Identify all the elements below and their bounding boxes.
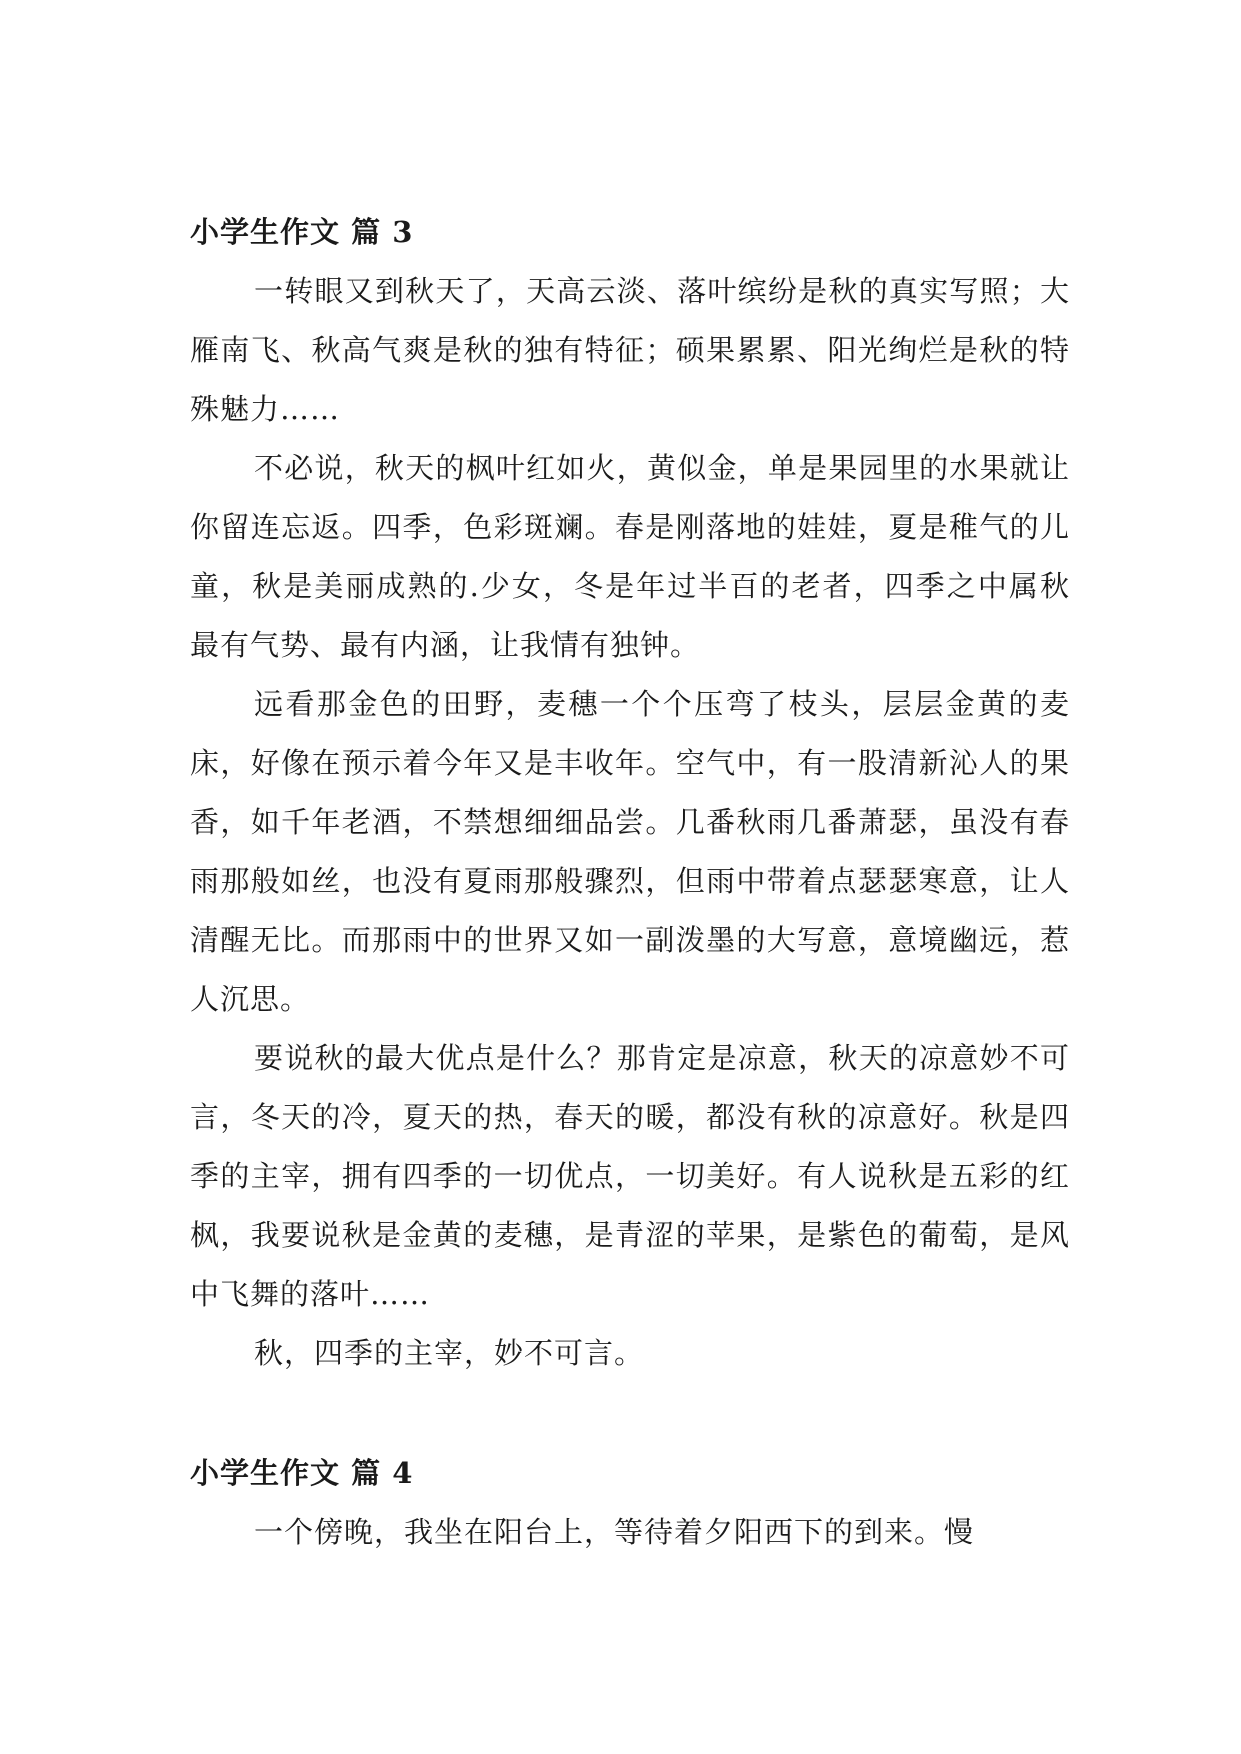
paragraph: 远看那金色的田野，麦穗一个个压弯了枝头，层层金黄的麦床，好像在预示着今年又是丰收年。空气中，有一股清新沁人的果香，如千年老酒，不禁想细细品尝。几番秋雨几番萧瑟，虽没有春雨那般如丝，也没有夏雨那般骤烈，但雨中带着点瑟瑟寒意，让人清醒无比。而那雨中的世界又如一副泼墨的大写意，意境幽远，惹人沉思。: [190, 687, 1070, 1016]
essay-section: [190, 202, 1070, 1383]
section-spacer: [190, 1383, 1070, 1443]
paragraph: 秋，四季的主宰，妙不可言。: [254, 1336, 645, 1370]
section-title: 小学生作文 篇 3: [190, 215, 414, 249]
essay-section: [190, 1443, 1070, 1562]
document-body: [190, 202, 1070, 1562]
paragraph: 一转眼又到秋天了，天高云淡、落叶缤纷是秋的真实写照；大雁南飞、秋高气爽是秋的独有特征；硕果累累、阳光绚烂是秋的特殊魅力……: [190, 274, 1070, 426]
paragraph: 不必说，秋天的枫叶红如火，黄似金，单是果园里的水果就让你留连忘返。四季，色彩斑斓。春是刚落地的娃娃，夏是稚气的儿童，秋是美丽成熟的.少女，冬是年过半百的老者，四季之中属秋最有气势、最有内涵，让我情有独钟。: [190, 451, 1070, 662]
paragraph: 要说秋的最大优点是什么？那肯定是凉意，秋天的凉意妙不可言，冬天的冷，夏天的热，春天的暖，都没有秋的凉意好。秋是四季的主宰，拥有四季的一切优点，一切美好。有人说秋是五彩的红枫，我要说秋是金黄的麦穗，是青涩的苹果，是紫色的葡萄，是风中飞舞的落叶……: [190, 1041, 1070, 1311]
paragraph: 一个傍晚，我坐在阳台上，等待着夕阳西下的到来。慢: [254, 1515, 975, 1549]
section-title: 小学生作文 篇 4: [190, 1456, 414, 1490]
